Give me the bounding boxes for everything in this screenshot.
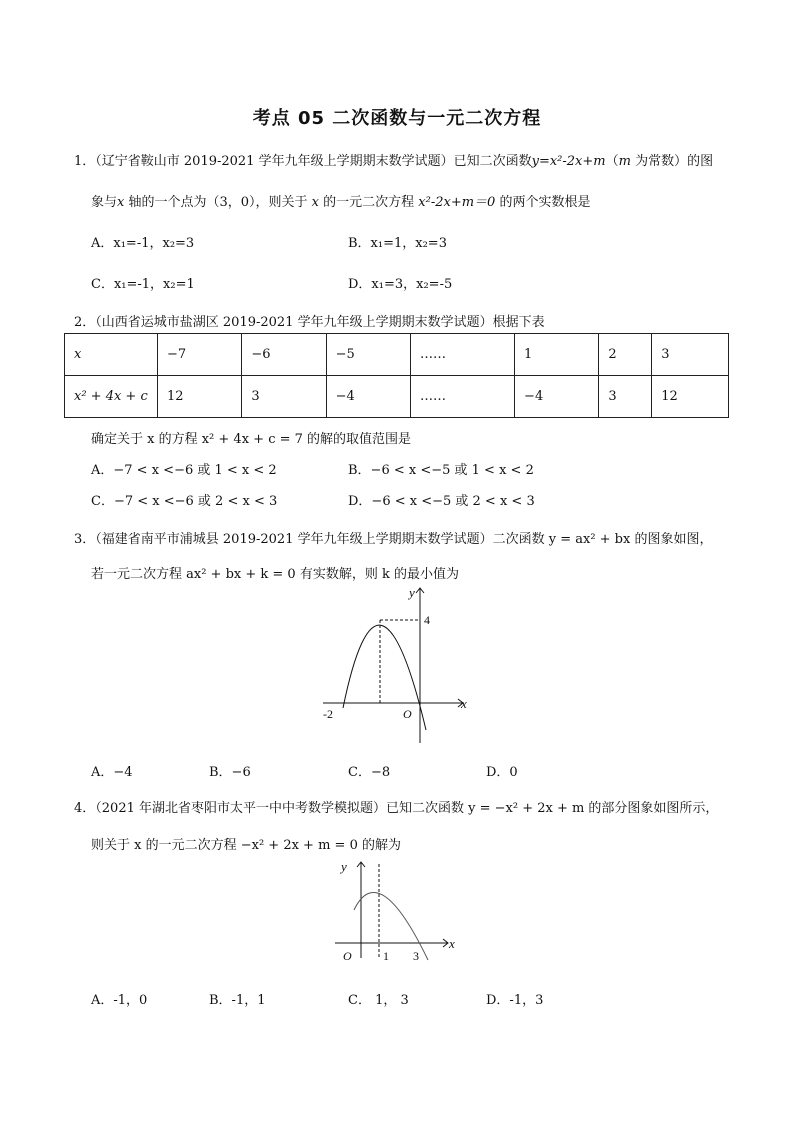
q3-line2: 若一元二次方程 ax² + bx + k = 0 有实数解，则 k 的最小值为 [91, 567, 459, 582]
table-row [65, 334, 729, 376]
q1-line2a: 象与 [91, 195, 118, 210]
q1-line1b: （ [605, 154, 619, 169]
q1-line1a: 1．（辽宁省鞍山市 2019-2021 学年九年级上学期期末数学试题）已知二次函数 [74, 154, 532, 169]
q4-parabola-graph [330, 852, 465, 967]
q4-x-label: x [449, 936, 455, 951]
q2-option-a[interactable]: A．−7 < x <−6 或 1 < x < 2 [91, 463, 277, 478]
q3-option-c[interactable]: C．−8 [348, 765, 391, 780]
q3-line1: 3．（福建省南平市浦城县 2019-2021 学年九年级上学期期末数学试题）二次函数 y = ax² + bx 的图象如图， [74, 532, 713, 547]
q2-line2: 确定关于 x 的方程 x² + 4x + c = 7 的解的取值范围是 [91, 432, 412, 447]
q1-line2b: 轴的一个点为（3，0），则关于 [124, 195, 312, 210]
q3-parabola-curve [343, 625, 426, 730]
q4-tick-1-label: 1 [383, 949, 389, 963]
q4-tick-3-label: 3 [413, 949, 419, 963]
table-cell: 12 [652, 376, 729, 418]
table-cell: 3 [599, 376, 652, 418]
table-cell: −7 [158, 334, 242, 376]
q2-option-c[interactable]: C．−7 < x <−6 或 2 < x < 3 [91, 494, 278, 509]
q1-m: m [618, 154, 631, 169]
page-title: 考点 05 二次函数与一元二次方程 [252, 108, 542, 129]
table-row [65, 376, 729, 418]
q3-origin-label: O [403, 707, 412, 721]
q1-x2: x [311, 195, 320, 210]
table-cell: −5 [326, 334, 410, 376]
q2-table [64, 333, 729, 418]
q1-line1c: 为常数）的图 [630, 154, 714, 169]
q4-option-c[interactable]: C． 1， 3 [348, 993, 409, 1008]
q4-line2: 则关于 x 的一元二次方程 −x² + 2x + m = 0 的解为 [91, 838, 401, 853]
q3-parabola-graph [315, 583, 475, 748]
q1-option-b[interactable]: B．x₁=1，x₂=3 [348, 236, 447, 251]
table-cell: −6 [242, 334, 326, 376]
table-cell: 2 [599, 334, 652, 376]
q3-option-b[interactable]: B．−6 [209, 765, 251, 780]
q1-option-c[interactable]: C．x₁=-1，x₂=1 [91, 277, 195, 292]
q1-line2d: 的两个实数根是 [495, 195, 591, 210]
q4-option-d[interactable]: D．-1，3 [486, 993, 544, 1008]
q4-option-b[interactable]: B．-1，1 [209, 993, 266, 1008]
q1-line2c: 的一元二次方程 [319, 195, 419, 210]
q1-line2 [91, 191, 590, 210]
q4-y-label: y [341, 859, 347, 874]
q3-vertex-value-label: 4 [424, 613, 430, 627]
q2-option-d[interactable]: D．−6 < x <−5 或 2 < x < 3 [348, 494, 535, 509]
table-cell: 1 [515, 334, 599, 376]
q3-option-d[interactable]: D．0 [486, 765, 518, 780]
q4-origin-label: O [343, 949, 352, 963]
q3-option-a[interactable]: A．−4 [91, 765, 133, 780]
q1-option-d[interactable]: D．x₁=3，x₂=-5 [348, 277, 453, 292]
table-cell: …… [410, 376, 514, 418]
table-cell: −4 [326, 376, 410, 418]
q4-option-a[interactable]: A．-1，0 [91, 993, 148, 1008]
table-cell: x [65, 334, 158, 376]
q3-root-label: -2 [323, 707, 333, 721]
table-cell: 3 [242, 376, 326, 418]
q1-eq: x²-2x+m＝0 [418, 195, 496, 210]
table-cell: 3 [652, 334, 729, 376]
q2-option-b[interactable]: B．−6 < x <−5 或 1 < x < 2 [348, 463, 534, 478]
table-cell: x² + 4x + c [65, 376, 158, 418]
q4-line1: 4．（2021 年湖北省枣阳市太平一中中考数学模拟题）已知二次函数 y = −x² + 2x + m 的部分图象如图所示， [74, 801, 719, 816]
table-cell: −4 [515, 376, 599, 418]
q3-x-label: x [461, 696, 467, 711]
table-cell: 12 [158, 376, 242, 418]
q1-line1 [74, 150, 713, 169]
q1-option-a[interactable]: A．x₁=-1，x₂=3 [91, 236, 195, 251]
q1-x1: x [117, 195, 125, 210]
q2-line1: 2．（山西省运城市盐湖区 2019-2021 学年九年级上学期期末数学试题）根据下表 [74, 315, 545, 330]
table-cell: …… [410, 334, 514, 376]
q3-y-label: y [409, 585, 415, 600]
q1-func: y=x²-2x+m [531, 154, 606, 169]
